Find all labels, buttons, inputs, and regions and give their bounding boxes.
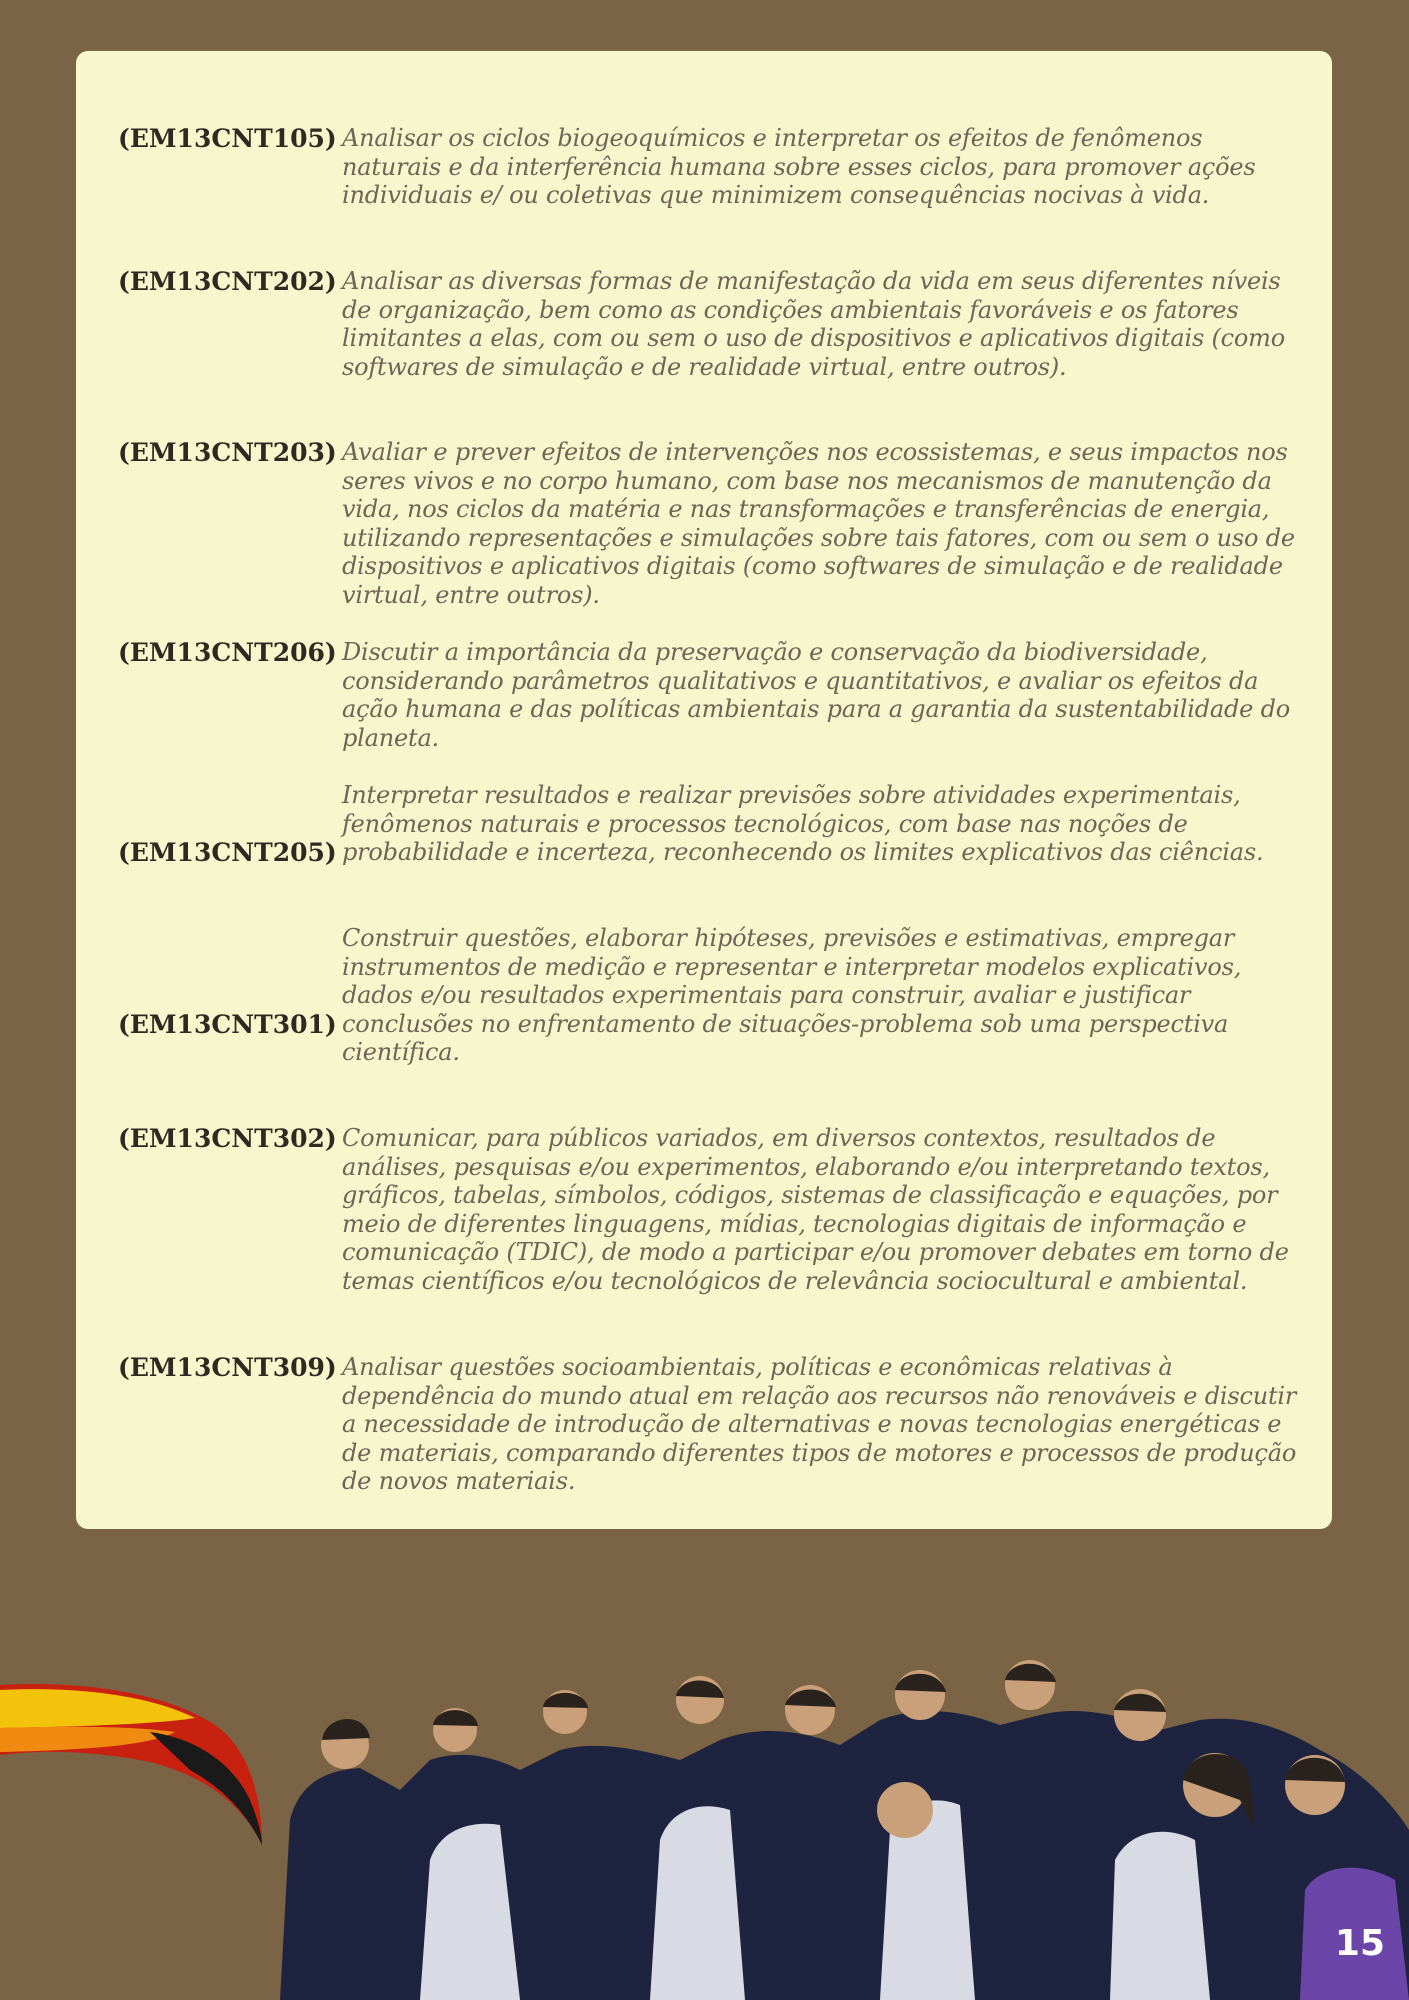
competency-code: (EM13CNT105) <box>118 124 337 153</box>
competency-code: (EM13CNT302) <box>118 1124 337 1153</box>
competency-code: (EM13CNT202) <box>118 267 337 296</box>
competency-code: (EM13CNT309) <box>118 1353 337 1382</box>
competency-description: Comunicar, para públicos variados, em diversos contextos, resultados de análises, pesquisas e/ou experimentos, elaborando e/ou interpretando textos, gráficos, tabelas, símbolos, códigos, sistemas de classificação e equações, por meio de diferentes linguagens, mídias, tecnologias digitais de informação e comunicação (TDIC), de modo a participar e/ou promover debates em torno de temas científicos e/ou tecnológicos de relevância sociocultural e ambiental. <box>342 1124 1289 1295</box>
competency-code: (EM13CNT205) <box>118 838 337 867</box>
students-crowd <box>280 1660 1409 2000</box>
content-panel <box>76 51 1332 1529</box>
page-number: 15 <box>1334 1923 1385 1964</box>
competency-description: Discutir a importância da preservação e conservação da biodiversidade, considerando parâmetros qualitativos e quantitativos, e avaliar os efeitos da ação humana e das políticas ambientais para a garantia da sustentabilidade do planeta. <box>342 638 1290 752</box>
competency-code: (EM13CNT206) <box>118 638 337 667</box>
competency-description: Avaliar e prever efeitos de intervenções nos ecossistemas, e seus impactos nos seres vivos e no corpo humano, com base nos mecanismos de manutenção da vida, nos ciclos da matéria e nas transformações e transferências de energia, utilizando representações e simulações sobre tais fatores, com ou sem o uso de dispositivos e aplicativos digitais (como softwares de simulação e de realidade virtual, entre outros). <box>342 438 1295 609</box>
competency-description: Analisar as diversas formas de manifestação da vida em seus diferentes níveis de organização, bem como as condições ambientais favoráveis e os fatores limitantes a elas, com ou sem o uso de dispositivos e aplicativos digitais (como softwares de simulação e de realidade virtual, entre outros). <box>342 267 1285 381</box>
competency-description: Analisar questões socioambientais, políticas e econômicas relativas à dependência do mundo atual em relação aos recursos não renováveis e discutir a necessidade de introdução de alternativas e novas tecnologias energéticas e de materiais, comparando diferentes tipos de motores e processos de produção de novos materiais. <box>342 1353 1297 1495</box>
competency-description: Analisar os ciclos biogeoquímicos e interpretar os efeitos de fenômenos naturais e da interferência humana sobre esses ciclos, para promover ações individuais e/ ou coletivas que minimizem consequências nocivas à vida. <box>342 124 1256 209</box>
competency-code: (EM13CNT301) <box>118 1010 337 1039</box>
competency-description: Construir questões, elaborar hipóteses, previsões e estimativas, empregar instrumentos de medição e representar e interpretar modelos explicativos, dados e/ou resultados experimentais para construir, avaliar e justificar conclusões no enfrentamento de situações-problema sob uma perspectiva científica. <box>342 924 1242 1066</box>
students-group-illustration <box>0 1500 1409 2000</box>
competency-description: Interpretar resultados e realizar previsões sobre atividades experimentais, fenômenos naturais e processos tecnológicos, com base nas noções de probabilidade e incerteza, reconhecendo os limites explicativos das ciências. <box>342 781 1264 866</box>
competency-code: (EM13CNT203) <box>118 438 337 467</box>
toucan-beak-image <box>0 1684 262 1845</box>
